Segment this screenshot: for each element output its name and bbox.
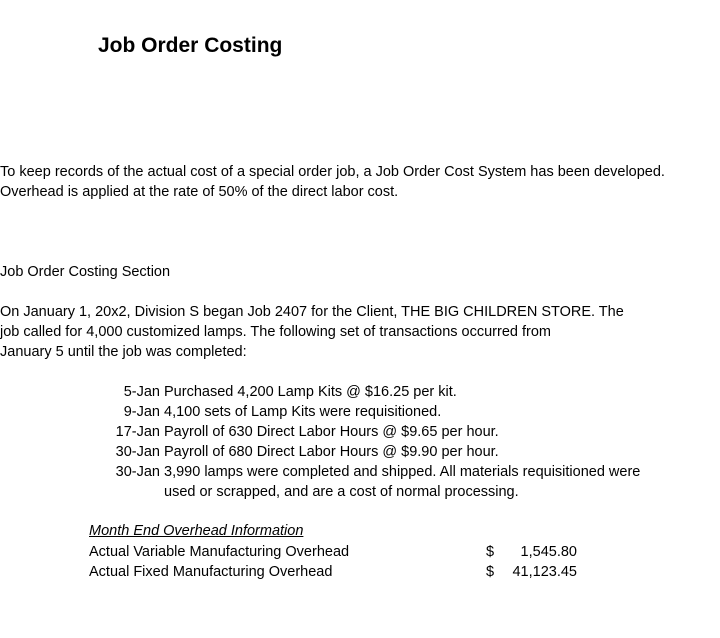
transaction-date: 5-Jan bbox=[123, 384, 160, 400]
intro-line-2: Overhead is applied at the rate of 50% of the direct labor cost. bbox=[0, 184, 399, 200]
narrative-line-3: January 5 until the job was completed: bbox=[0, 344, 247, 360]
transaction-description: Purchased 4,200 Lamp Kits @ $16.25 per kit. bbox=[164, 384, 457, 400]
overhead-currency: $ bbox=[486, 544, 495, 560]
overhead-amount: 1,545.80 bbox=[520, 544, 577, 560]
intro-line-1: To keep records of the actual cost of a special order job, a Job Order Cost System has been developed. bbox=[0, 164, 665, 180]
transaction-description: Payroll of 630 Direct Labor Hours @ $9.65 per hour. bbox=[164, 424, 499, 440]
transaction-date: 30-Jan bbox=[115, 444, 160, 460]
overhead-label: Actual Variable Manufacturing Overhead bbox=[89, 544, 350, 560]
section-heading: Job Order Costing Section bbox=[0, 264, 171, 280]
transaction-date: 17-Jan bbox=[115, 424, 160, 440]
overhead-currency: $ bbox=[486, 564, 495, 580]
page-title: Job Order Costing bbox=[98, 34, 283, 57]
transaction-date: 30-Jan bbox=[115, 464, 160, 480]
transaction-continuation: used or scrapped, and are a cost of normal processing. bbox=[164, 484, 519, 500]
transaction-description: Payroll of 680 Direct Labor Hours @ $9.90 per hour. bbox=[164, 444, 499, 460]
overhead-amount: 41,123.45 bbox=[512, 564, 577, 580]
transaction-date: 9-Jan bbox=[123, 404, 160, 420]
transaction-description: 4,100 sets of Lamp Kits were requisitioned. bbox=[164, 404, 442, 420]
transaction-description: 3,990 lamps were completed and shipped. All materials requisitioned were bbox=[164, 464, 641, 480]
overhead-heading: Month End Overhead Information bbox=[89, 523, 304, 539]
narrative-line-2: job called for 4,000 customized lamps. The following set of transactions occurred from bbox=[0, 324, 551, 340]
overhead-label: Actual Fixed Manufacturing Overhead bbox=[89, 564, 333, 580]
narrative-line-1: On January 1, 20x2, Division S began Job 2407 for the Client, THE BIG CHILDREN STORE. The bbox=[0, 304, 624, 320]
